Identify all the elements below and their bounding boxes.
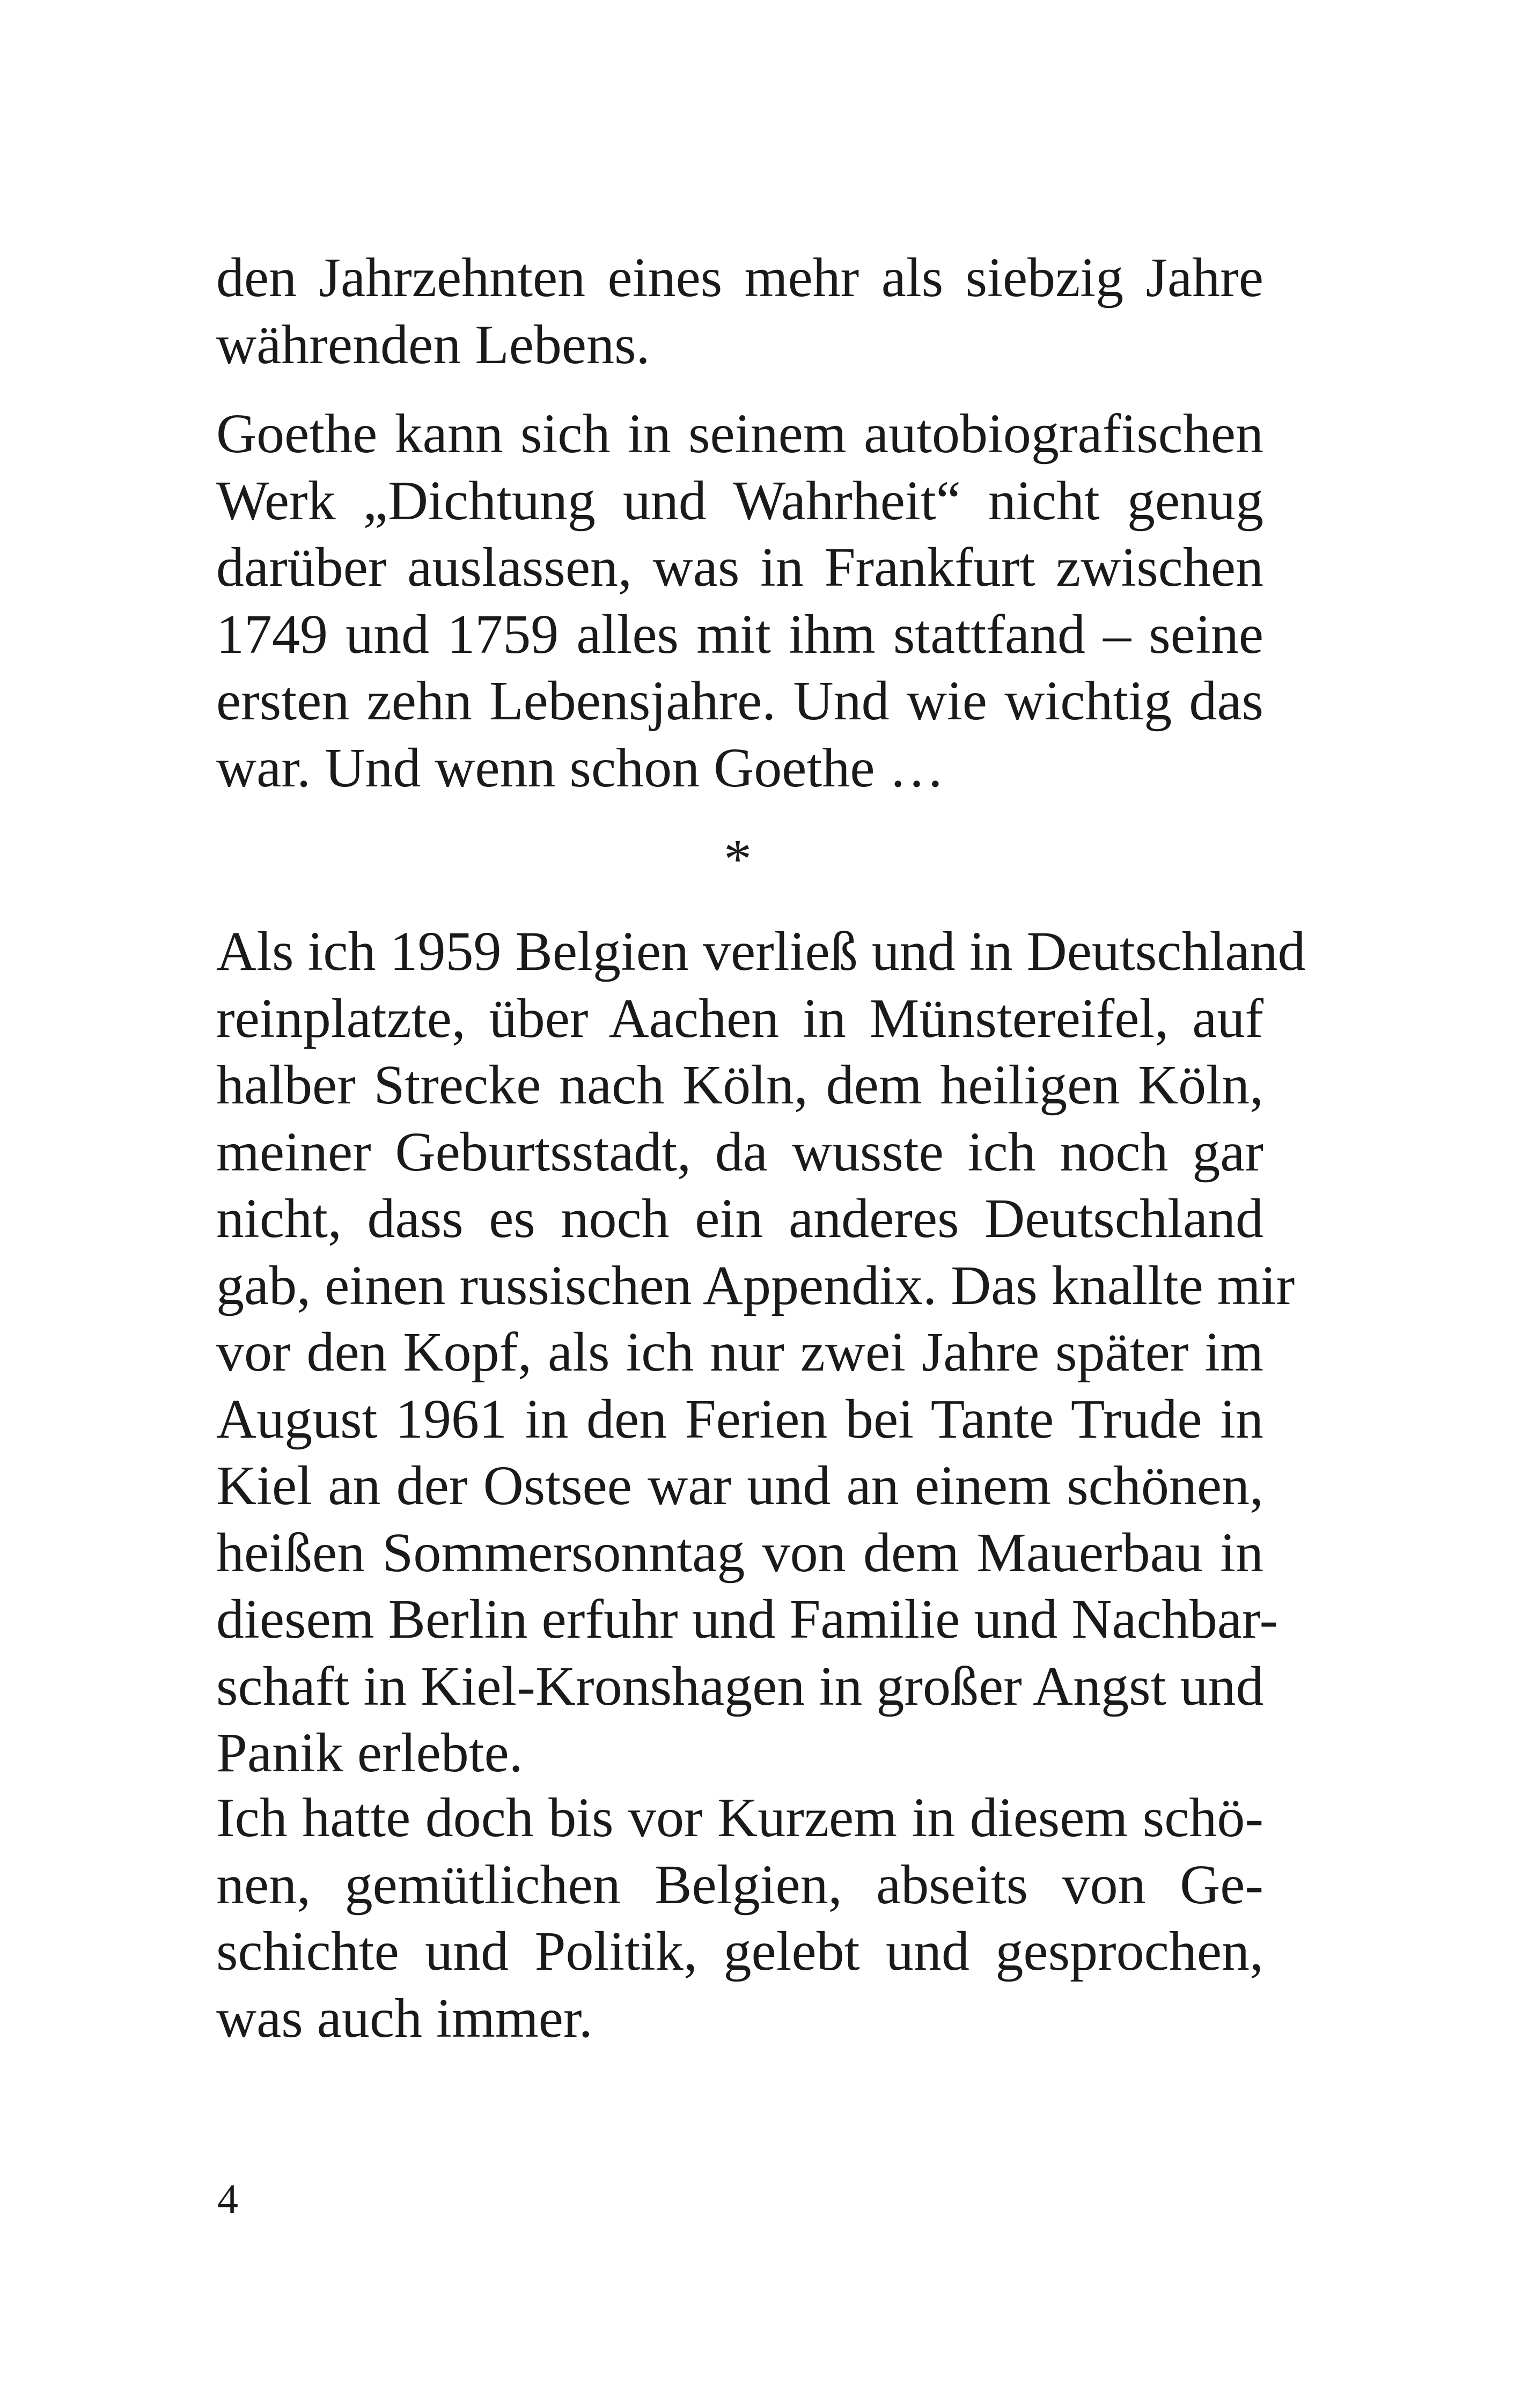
paragraph-1 <box>216 245 1263 378</box>
text-line: meiner Geburtsstadt, da wusste ich noch gar <box>216 1121 1263 1183</box>
text-line: Werk „Dichtung und Wahrheit“ nicht genug <box>216 469 1263 532</box>
text-line: Goethe kann sich in seinem autobiografischen <box>216 403 1263 465</box>
text-line: nicht, dass es noch ein anderes Deutschland <box>216 1188 1263 1249</box>
text-line: Ich hatte doch bis vor Kurzem in diesem schö- <box>216 1787 1263 1849</box>
section-separator: * <box>724 828 752 890</box>
text-line: schaft in Kiel-Kronshagen in großer Angst und <box>216 1655 1264 1717</box>
text-line: reinplatzte, über Aachen in Münstereifel, auf <box>216 987 1263 1049</box>
text-line: schichte und Politik, gelebt und gesprochen, <box>216 1920 1263 1982</box>
page-number: 4 <box>217 2176 238 2222</box>
text-line: Kiel an der Ostsee war und an einem schönen, <box>216 1455 1263 1516</box>
text-line: währenden Lebens. <box>216 313 650 375</box>
text-line: Panik erlebte. <box>216 1722 523 1784</box>
text-line: gab, einen russischen Appendix. Das knallte mir <box>216 1254 1295 1316</box>
text-line: heißen Sommersonntag von dem Mauerbau in <box>216 1521 1263 1584</box>
paragraph-2 <box>216 401 1263 801</box>
text-line: vor den Kopf, als ich nur zwei Jahre später im <box>216 1321 1263 1383</box>
text-line: was auch immer. <box>216 1987 593 2049</box>
text-line: darüber auslassen, was in Frankfurt zwischen <box>216 536 1263 598</box>
text-line: ersten zehn Lebensjahre. Und wie wichtig das <box>216 670 1263 732</box>
text-line: war. Und wenn schon Goethe … <box>216 737 945 799</box>
text-line: diesem Berlin erfuhr und Familie und Nachbar- <box>216 1588 1278 1650</box>
text-line: Als ich 1959 Belgien verließ und in Deutschland <box>216 921 1306 982</box>
text-line: nen, gemütlichen Belgien, abseits von Ge- <box>216 1853 1263 1916</box>
text-line: halber Strecke nach Köln, dem heiligen Köln, <box>216 1054 1263 1116</box>
text-line: August 1961 in den Ferien bei Tante Trude in <box>216 1388 1263 1450</box>
paragraph-4 <box>216 1785 1263 2052</box>
text-line: 1749 und 1759 alles mit ihm stattfand – seine <box>216 603 1263 665</box>
text-line: den Jahrzehnten eines mehr als siebzig Jahre <box>216 247 1263 308</box>
paragraph-3 <box>216 918 1306 1787</box>
